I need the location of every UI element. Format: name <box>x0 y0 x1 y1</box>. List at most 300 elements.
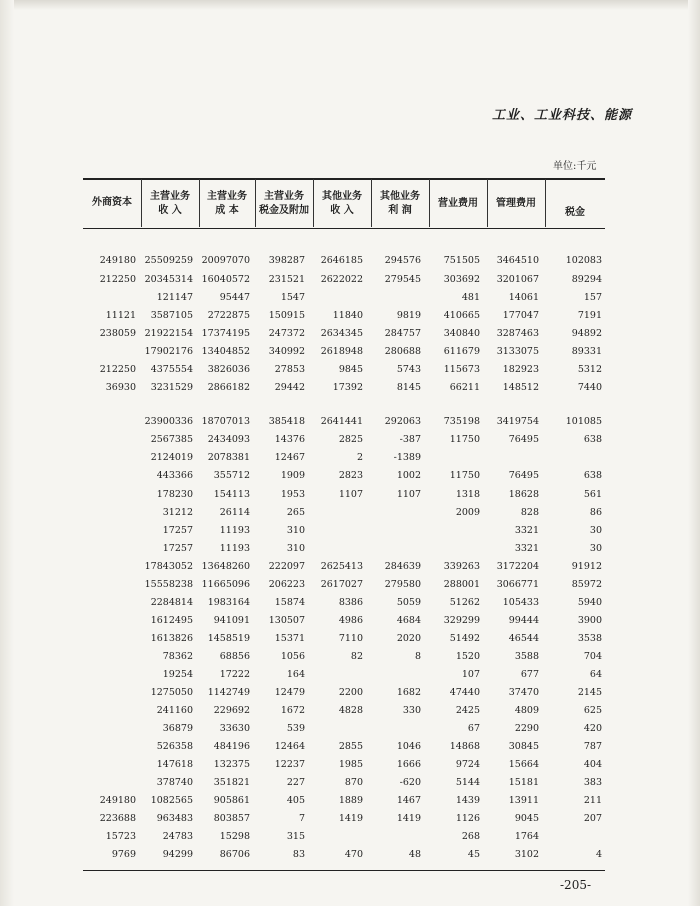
table-cell-c1: 23900336 <box>144 416 193 427</box>
table-row <box>0 795 700 813</box>
table-cell-c3: 1953 <box>280 489 305 500</box>
table-cell-c7: 828 <box>520 507 539 518</box>
table-cell-c3: 7 <box>298 813 305 824</box>
table-cell-c6: 751505 <box>443 255 480 266</box>
table-cell-c7: 4809 <box>514 705 539 716</box>
table-cell-c3: 231521 <box>268 274 305 285</box>
table-cell-c8: 638 <box>583 434 602 445</box>
column-header-main-cost <box>199 190 255 218</box>
table-cell-c0: 212250 <box>99 364 136 375</box>
table-cell-c6: 1439 <box>455 795 480 806</box>
table-cell-c1: 3587105 <box>150 310 193 321</box>
table-cell-c3: 29442 <box>274 382 305 393</box>
table-row <box>0 507 700 525</box>
table-cell-c3: 385418 <box>268 416 305 427</box>
table-row <box>0 777 700 795</box>
table-cell-c1: 178230 <box>156 489 193 500</box>
table-cell-c4: 11840 <box>332 310 363 321</box>
table-cell-c7: 2290 <box>514 723 539 734</box>
table-row <box>0 615 700 633</box>
table-cell-c6: 481 <box>461 292 480 303</box>
table-cell-c5: 330 <box>402 705 421 716</box>
table-cell-c7: 3321 <box>514 525 539 536</box>
table-cell-c6: 14868 <box>449 741 480 752</box>
table-cell-c0: 11121 <box>105 310 136 321</box>
table-cell-c1: 17902176 <box>144 346 193 357</box>
table-cell-c8: 207 <box>583 813 602 824</box>
table-cell-c2: 905861 <box>213 795 250 806</box>
table-cell-c8: 704 <box>583 651 602 662</box>
table-cell-c8: 94892 <box>571 328 602 339</box>
table-cell-c2: 1983164 <box>207 597 250 608</box>
table-cell-c6: 339263 <box>443 561 480 572</box>
column-header-line1: 其他业务 <box>322 191 362 202</box>
table-cell-c3: 164 <box>286 669 305 680</box>
table-cell-c6: 288001 <box>443 579 480 590</box>
table-row <box>0 849 700 867</box>
table-cell-c3: 247372 <box>268 328 305 339</box>
table-cell-c6: 107 <box>461 669 480 680</box>
table-cell-c8: 102083 <box>565 255 602 266</box>
column-header-line2: 收 入 <box>330 205 354 216</box>
table-cell-c6: 51492 <box>449 633 480 644</box>
column-header-foreign-capital <box>83 196 141 210</box>
table-cell-c7: 3588 <box>514 651 539 662</box>
table-cell-c2: 95447 <box>219 292 250 303</box>
table-cell-c7: 76495 <box>508 434 539 445</box>
table-cell-c5: 1107 <box>396 489 421 500</box>
table-cell-c1: 17257 <box>162 543 193 554</box>
table-cell-c6: 47440 <box>449 687 480 698</box>
table-cell-c2: 33630 <box>219 723 250 734</box>
table-cell-c5: 1467 <box>396 795 421 806</box>
table-row <box>0 723 700 741</box>
table-cell-c8: 4 <box>595 849 602 860</box>
table-cell-c7: 15664 <box>508 759 539 770</box>
table-cell-c8: 2145 <box>577 687 602 698</box>
table-cell-c2: 86706 <box>219 849 250 860</box>
column-header-tax <box>545 206 605 220</box>
table-cell-c8: 625 <box>583 705 602 716</box>
column-header-other-revenue <box>313 190 371 218</box>
table-cell-c7: 3102 <box>514 849 539 860</box>
table-cell-c3: 310 <box>286 543 305 554</box>
table-cell-c4: 2825 <box>338 434 363 445</box>
table-cell-c2: 20097070 <box>201 255 250 266</box>
table-cell-c8: 561 <box>583 489 602 500</box>
table-cell-c8: 30 <box>589 525 602 536</box>
table-cell-c6: 410665 <box>443 310 480 321</box>
table-cell-c1: 147618 <box>156 759 193 770</box>
table-cell-c5: 9819 <box>396 310 421 321</box>
table-cell-c6: 2009 <box>455 507 480 518</box>
column-header-admin-expense <box>487 197 545 211</box>
table-row <box>0 382 700 400</box>
table-cell-c4: 4828 <box>338 705 363 716</box>
table-cell-c4: 870 <box>344 777 363 788</box>
table-cell-c4: 2823 <box>338 470 363 481</box>
table-cell-c4: 470 <box>344 849 363 860</box>
table-cell-c7: 9045 <box>514 813 539 824</box>
table-cell-c8: 91912 <box>571 561 602 572</box>
table-cell-c6: 2425 <box>455 705 480 716</box>
table-cell-c3: 1547 <box>280 292 305 303</box>
table-cell-c4: 2646185 <box>320 255 363 266</box>
table-cell-c6: 268 <box>461 831 480 842</box>
table-cell-c8: 787 <box>583 741 602 752</box>
column-header-line1: 主营业务 <box>264 191 304 202</box>
table-cell-c1: 378740 <box>156 777 193 788</box>
table-row <box>0 416 700 434</box>
table-cell-c4: 2855 <box>338 741 363 752</box>
table-cell-c4: 8386 <box>338 597 363 608</box>
table-cell-c1: 25509259 <box>144 255 193 266</box>
table-cell-c6: 11750 <box>449 434 480 445</box>
table-cell-c3: 340992 <box>268 346 305 357</box>
table-cell-c5: 4684 <box>396 615 421 626</box>
table-cell-c1: 2567385 <box>150 434 193 445</box>
table-row <box>0 687 700 705</box>
table-row <box>0 470 700 488</box>
table-row <box>0 328 700 346</box>
table-cell-c8: 7440 <box>577 382 602 393</box>
table-cell-c6: 340840 <box>443 328 480 339</box>
table-cell-c2: 17374195 <box>201 328 250 339</box>
table-cell-c3: 222097 <box>268 561 305 572</box>
table-cell-c7: 182923 <box>502 364 539 375</box>
table-cell-c5: 1419 <box>396 813 421 824</box>
table-cell-c8: 5940 <box>577 597 602 608</box>
table-cell-c1: 963483 <box>156 813 193 824</box>
table-cell-c6: 329299 <box>443 615 480 626</box>
table-cell-c0: 249180 <box>99 255 136 266</box>
table-cell-c2: 154113 <box>213 489 250 500</box>
table-cell-c5: -1389 <box>393 452 421 463</box>
table-cell-c8: 86 <box>589 507 602 518</box>
table-cell-c8: 7191 <box>577 310 602 321</box>
table-row <box>0 669 700 687</box>
table-top-rule <box>83 178 605 180</box>
table-row <box>0 579 700 597</box>
table-cell-c5: -387 <box>399 434 421 445</box>
table-cell-c3: 12467 <box>274 452 305 463</box>
table-cell-c5: 8145 <box>396 382 421 393</box>
table-cell-c7: 105433 <box>502 597 539 608</box>
table-cell-c7: 15181 <box>508 777 539 788</box>
table-cell-c8: 404 <box>583 759 602 770</box>
table-cell-c4: 1419 <box>338 813 363 824</box>
table-cell-c6: 1318 <box>455 489 480 500</box>
table-cell-c1: 19254 <box>162 669 193 680</box>
table-row <box>0 310 700 328</box>
table-cell-c7: 177047 <box>502 310 539 321</box>
table-cell-c7: 148512 <box>502 382 539 393</box>
table-cell-c7: 3201067 <box>496 274 539 285</box>
table-cell-c6: 1126 <box>455 813 480 824</box>
table-cell-c2: 17222 <box>219 669 250 680</box>
table-cell-c1: 15558238 <box>144 579 193 590</box>
table-cell-c7: 3321 <box>514 543 539 554</box>
table-cell-c6: 67 <box>467 723 480 734</box>
table-cell-c4: 2641441 <box>320 416 363 427</box>
column-header-line2: 税金及附加 <box>259 205 309 216</box>
table-row <box>0 434 700 452</box>
table-cell-c6: 611679 <box>443 346 480 357</box>
table-cell-c3: 539 <box>286 723 305 734</box>
column-header-line1: 主营业务 <box>150 191 190 202</box>
table-cell-c3: 398287 <box>268 255 305 266</box>
table-cell-c7: 99444 <box>508 615 539 626</box>
table-cell-c3: 14376 <box>274 434 305 445</box>
column-header-main-tax-surcharge <box>255 190 313 218</box>
table-cell-c1: 17843052 <box>144 561 193 572</box>
table-cell-c6: 303692 <box>443 274 480 285</box>
table-cell-c1: 2124019 <box>150 452 193 463</box>
table-cell-c3: 206223 <box>268 579 305 590</box>
table-cell-c2: 132375 <box>213 759 250 770</box>
table-cell-c1: 3231529 <box>150 382 193 393</box>
table-cell-c8: 30 <box>589 543 602 554</box>
table-cell-c6: 9724 <box>455 759 480 770</box>
table-cell-c8: 64 <box>589 669 602 680</box>
table-row <box>0 705 700 723</box>
column-header-line1: 税金 <box>565 207 585 218</box>
table-row <box>0 651 700 669</box>
table-cell-c2: 803857 <box>213 813 250 824</box>
table-cell-c8: 85972 <box>571 579 602 590</box>
table-row <box>0 543 700 561</box>
table-cell-c8: 420 <box>583 723 602 734</box>
table-cell-c5: 2020 <box>396 633 421 644</box>
table-cell-c4: 9845 <box>338 364 363 375</box>
table-cell-c0: 223688 <box>99 813 136 824</box>
table-cell-c4: 1107 <box>338 489 363 500</box>
table-cell-c5: 5059 <box>396 597 421 608</box>
table-cell-c2: 2866182 <box>207 382 250 393</box>
table-cell-c5: 279580 <box>384 579 421 590</box>
table-cell-c3: 1672 <box>280 705 305 716</box>
table-cell-c3: 227 <box>286 777 305 788</box>
table-cell-c2: 11665096 <box>201 579 250 590</box>
table-cell-c1: 2284814 <box>150 597 193 608</box>
table-row <box>0 813 700 831</box>
table-cell-c3: 15371 <box>274 633 305 644</box>
table-cell-c2: 68856 <box>219 651 250 662</box>
table-cell-c1: 1613826 <box>150 633 193 644</box>
table-cell-c1: 1612495 <box>150 615 193 626</box>
table-cell-c3: 130507 <box>268 615 305 626</box>
table-cell-c1: 21922154 <box>144 328 193 339</box>
table-cell-c1: 24783 <box>162 831 193 842</box>
table-cell-c1: 1082565 <box>150 795 193 806</box>
table-cell-c5: -620 <box>399 777 421 788</box>
table-cell-c2: 11193 <box>219 543 250 554</box>
table-cell-c2: 11193 <box>219 525 250 536</box>
table-cell-c7: 3464510 <box>496 255 539 266</box>
table-cell-c2: 13648260 <box>201 561 250 572</box>
table-cell-c1: 121147 <box>156 292 193 303</box>
table-cell-c5: 284639 <box>384 561 421 572</box>
table-row <box>0 561 700 579</box>
table-cell-c4: 2625413 <box>320 561 363 572</box>
table-cell-c0: 212250 <box>99 274 136 285</box>
table-cell-c7: 677 <box>520 669 539 680</box>
column-header-main-revenue <box>141 190 199 218</box>
table-header-rule <box>83 228 605 229</box>
table-cell-c5: 8 <box>414 651 421 662</box>
table-cell-c1: 36879 <box>162 723 193 734</box>
table-row <box>0 633 700 651</box>
table-cell-c3: 315 <box>286 831 305 842</box>
table-cell-c3: 15874 <box>274 597 305 608</box>
table-cell-c5: 1046 <box>396 741 421 752</box>
table-cell-c7: 18628 <box>508 489 539 500</box>
table-cell-c4: 1889 <box>338 795 363 806</box>
column-header-line1: 外商资本 <box>92 197 132 208</box>
table-cell-c2: 355712 <box>213 470 250 481</box>
table-cell-c2: 15298 <box>219 831 250 842</box>
table-cell-c5: 292063 <box>384 416 421 427</box>
table-cell-c5: 1666 <box>396 759 421 770</box>
table-cell-c8: 3900 <box>577 615 602 626</box>
table-cell-c5: 5743 <box>396 364 421 375</box>
table-cell-c1: 526358 <box>156 741 193 752</box>
table-cell-c4: 17392 <box>332 382 363 393</box>
column-header-line2: 利 润 <box>388 205 412 216</box>
table-cell-c5: 1002 <box>396 470 421 481</box>
table-cell-c5: 284757 <box>384 328 421 339</box>
table-cell-c6: 66211 <box>449 382 480 393</box>
column-header-line2: 收 入 <box>158 205 182 216</box>
table-cell-c8: 3538 <box>577 633 602 644</box>
table-cell-c5: 279545 <box>384 274 421 285</box>
table-cell-c2: 1458519 <box>207 633 250 644</box>
table-cell-c7: 3172204 <box>496 561 539 572</box>
table-cell-c4: 2618948 <box>320 346 363 357</box>
table-cell-c7: 76495 <box>508 470 539 481</box>
table-cell-c7: 13911 <box>508 795 539 806</box>
table-cell-c5: 48 <box>408 849 421 860</box>
table-cell-c7: 14061 <box>508 292 539 303</box>
table-row <box>0 831 700 849</box>
table-cell-c8: 211 <box>583 795 602 806</box>
table-row <box>0 759 700 777</box>
table-cell-c0: 36930 <box>105 382 136 393</box>
table-row <box>0 346 700 364</box>
table-cell-c3: 265 <box>286 507 305 518</box>
column-header-line1: 其他业务 <box>380 191 420 202</box>
table-cell-c3: 83 <box>292 849 305 860</box>
table-cell-c3: 405 <box>286 795 305 806</box>
table-cell-c3: 12464 <box>274 741 305 752</box>
table-cell-c1: 241160 <box>156 705 193 716</box>
table-cell-c7: 3287463 <box>496 328 539 339</box>
table-cell-c2: 26114 <box>219 507 250 518</box>
table-cell-c1: 1275050 <box>150 687 193 698</box>
table-cell-c1: 17257 <box>162 525 193 536</box>
page-number: -205- <box>560 878 592 892</box>
table-cell-c8: 101085 <box>565 416 602 427</box>
column-header-line1: 主营业务 <box>207 191 247 202</box>
table-cell-c4: 1985 <box>338 759 363 770</box>
table-cell-c2: 2434093 <box>207 434 250 445</box>
table-cell-c2: 2722875 <box>207 310 250 321</box>
table-cell-c2: 229692 <box>213 705 250 716</box>
table-cell-c7: 46544 <box>508 633 539 644</box>
table-cell-c4: 2 <box>356 452 363 463</box>
table-cell-c6: 735198 <box>443 416 480 427</box>
table-bottom-rule <box>83 870 605 871</box>
column-header-line1: 营业费用 <box>438 198 478 209</box>
table-cell-c6: 11750 <box>449 470 480 481</box>
table-cell-c1: 94299 <box>162 849 193 860</box>
table-cell-c4: 82 <box>350 651 363 662</box>
column-header-selling-expense <box>429 197 487 211</box>
page-header-title: 工业、工业科技、能源 <box>492 108 633 123</box>
table-row <box>0 489 700 507</box>
column-header-line2: 成 本 <box>215 205 239 216</box>
table-cell-c3: 1909 <box>280 470 305 481</box>
table-cell-c4: 2200 <box>338 687 363 698</box>
table-cell-c3: 12479 <box>274 687 305 698</box>
table-cell-c7: 3133075 <box>496 346 539 357</box>
unit-label: 单位:千元 <box>553 161 597 172</box>
scan-edge-top <box>0 0 700 10</box>
table-cell-c0: 15723 <box>105 831 136 842</box>
table-cell-c7: 3066771 <box>496 579 539 590</box>
table-cell-c6: 1520 <box>455 651 480 662</box>
table-cell-c2: 1142749 <box>207 687 250 698</box>
table-cell-c8: 5312 <box>577 364 602 375</box>
table-cell-c3: 310 <box>286 525 305 536</box>
table-cell-c7: 30845 <box>508 741 539 752</box>
table-cell-c2: 351821 <box>213 777 250 788</box>
table-cell-c6: 45 <box>467 849 480 860</box>
column-header-other-profit <box>371 190 429 218</box>
table-cell-c0: 9769 <box>111 849 136 860</box>
table-cell-c2: 484196 <box>213 741 250 752</box>
table-cell-c7: 1764 <box>514 831 539 842</box>
table-cell-c2: 13404852 <box>201 346 250 357</box>
table-cell-c6: 115673 <box>443 364 480 375</box>
table-cell-c3: 12237 <box>274 759 305 770</box>
column-header-line1: 管理费用 <box>496 198 536 209</box>
table-cell-c1: 443366 <box>156 470 193 481</box>
table-cell-c1: 78362 <box>162 651 193 662</box>
table-cell-c0: 238059 <box>99 328 136 339</box>
table-cell-c5: 280688 <box>384 346 421 357</box>
table-cell-c4: 4986 <box>338 615 363 626</box>
table-cell-c6: 51262 <box>449 597 480 608</box>
table-cell-c1: 20345314 <box>144 274 193 285</box>
table-row <box>0 292 700 310</box>
table-cell-c4: 2617027 <box>320 579 363 590</box>
table-cell-c5: 1682 <box>396 687 421 698</box>
table-cell-c8: 89294 <box>571 274 602 285</box>
table-cell-c8: 383 <box>583 777 602 788</box>
table-cell-c3: 150915 <box>268 310 305 321</box>
table-cell-c6: 5144 <box>455 777 480 788</box>
table-row <box>0 525 700 543</box>
table-cell-c2: 18707013 <box>201 416 250 427</box>
table-cell-c8: 89331 <box>571 346 602 357</box>
table-row <box>0 741 700 759</box>
table-row <box>0 255 700 273</box>
table-cell-c8: 157 <box>583 292 602 303</box>
table-cell-c3: 1056 <box>280 651 305 662</box>
table-cell-c2: 941091 <box>213 615 250 626</box>
table-row <box>0 452 700 470</box>
